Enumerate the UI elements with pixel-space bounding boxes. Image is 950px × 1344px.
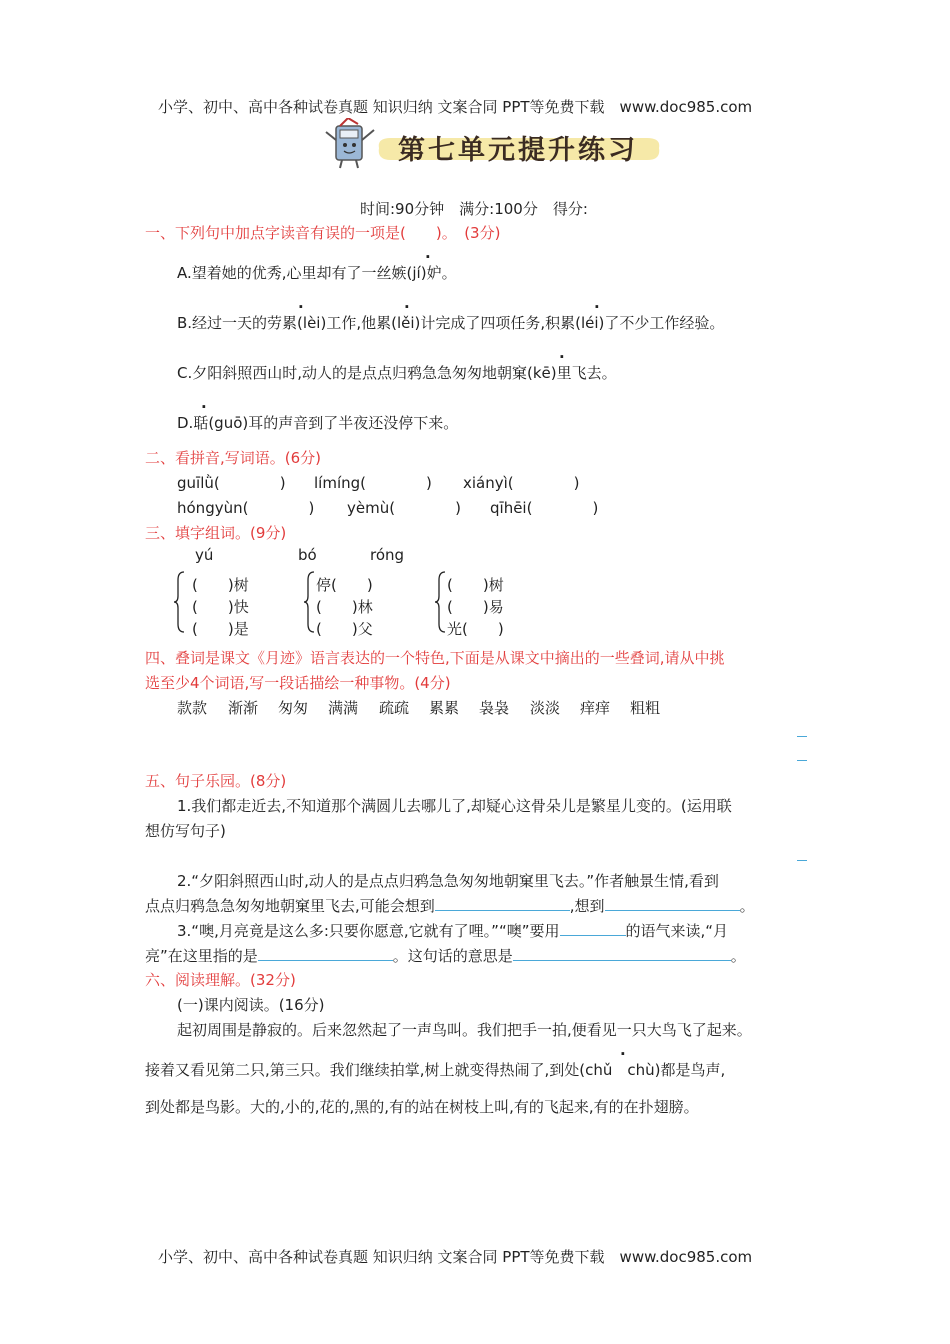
q3-blank[interactable]: ( )树: [192, 576, 249, 594]
answer-line-mark: [797, 760, 807, 761]
q3-blank[interactable]: 停( ): [316, 576, 373, 594]
q4-word: 满满: [328, 699, 359, 717]
emphasis-dot: ·: [559, 348, 565, 366]
q3-blank[interactable]: ( )树: [447, 576, 504, 594]
q6-paragraph-line1: 起初周围是静寂的。后来忽然起了一声鸟叫。我们把手一拍,便看见一只大鸟飞了起来。: [177, 1021, 752, 1039]
emphasis-dot: ·: [425, 248, 431, 266]
q5-item1-line1: 1.我们都走近去,不知道那个满圆儿去哪儿了,却疑心这骨朵儿是繁星儿变的。(运用联: [177, 797, 732, 815]
q5-blank-5[interactable]: [513, 946, 731, 961]
q3-pinyin: róng: [370, 546, 405, 564]
q5-item3-line2: [145, 945, 746, 966]
q5-item3-text-d: 。这句话的意思是: [392, 947, 513, 965]
q1-option-c: C.夕阳斜照西山时,动人的是点点归鸦急急匆匆地朝窠(kē)里飞去。: [177, 364, 617, 382]
q5-heading: 五、句子乐园。(8分): [145, 772, 287, 790]
q4-word: 粗粗: [630, 699, 661, 717]
page-header: 小学、初中、高中各种试卷真题 知识归纳 文案合同 PPT等免费下载 www.doc985.com: [158, 98, 753, 116]
brace-left-1: [174, 570, 186, 634]
q1-option-b: B.经过一天的劳累(lèi)工作,他累(lěi)计完成了四项任务,积累(léi)了不少工作经验。: [177, 314, 725, 332]
q4-heading-line1: 四、叠词是课文《月迹》语言表达的一个特色,下面是从课文中摘出的一些叠词,请从中挑: [145, 649, 725, 667]
q5-item3-line1: [177, 920, 728, 941]
q3-pinyin: yú: [195, 546, 214, 564]
q4-word: 款款: [177, 699, 208, 717]
q2-item[interactable]: límíng( ): [314, 474, 432, 492]
q1-option-d: D.聒(guō)耳的声音到了半夜还没停下来。: [177, 414, 459, 432]
q6-paragraph-line3: 到处都是鸟影。大的,小的,花的,黑的,有的站在树枝上叫,有的飞起来,有的在扑翅膀。: [145, 1098, 699, 1116]
page-title: 第七单元提升练习: [398, 135, 638, 166]
emphasis-dot: ·: [298, 298, 304, 316]
q2-item[interactable]: qīhēi( ): [490, 499, 599, 517]
answer-line-mark: [797, 736, 807, 737]
q3-heading: 三、填字组词。(9分): [145, 524, 287, 542]
brace-left-3: [435, 570, 447, 634]
q3-blank[interactable]: 光( ): [447, 620, 504, 638]
q5-item2-text-c: 。: [739, 897, 755, 915]
q3-blank[interactable]: ( )林: [316, 598, 373, 616]
exam-info: 时间:90分钟 满分:100分 得分:: [360, 200, 588, 218]
q4-word: 淡淡: [530, 699, 561, 717]
brace-left-2: [304, 570, 316, 634]
q6-sub-heading: (一)课内阅读。(16分): [177, 996, 325, 1014]
q2-item[interactable]: hóngyùn( ): [177, 499, 315, 517]
q6-paragraph-line2: 接着又看见第二只,第三只。我们继续拍掌,树上就变得热闹了,到处(chǔ chù)都是鸟声,: [145, 1061, 726, 1079]
q3-blank[interactable]: ( )快: [192, 598, 249, 616]
q3-blank[interactable]: ( )是: [192, 620, 249, 638]
q3-blank[interactable]: ( )父: [316, 620, 373, 638]
q5-blank-4[interactable]: [258, 946, 393, 961]
q1-option-a: A.望着她的优秀,心里却有了一丝嫉(jí)妒。: [177, 264, 457, 282]
q1-heading: 一、下列句中加点字读音有误的一项是( )。 (3分): [145, 224, 501, 242]
q4-word: 累累: [429, 699, 460, 717]
q2-item[interactable]: yèmù( ): [347, 499, 461, 517]
q5-item2-line1: 2.“夕阳斜照西山时,动人的是点点归鸦急急匆匆地朝窠里飞去。”作者触景生情,看到: [177, 872, 719, 890]
q5-blank-3[interactable]: [560, 921, 626, 936]
mascot-book-icon: [322, 118, 380, 170]
q5-item3-text-b: 的语气来读,“月: [625, 922, 729, 940]
q2-heading: 二、看拼音,写词语。(6分): [145, 449, 322, 467]
q4-word: 袅袅: [479, 699, 510, 717]
q4-word: 痒痒: [580, 699, 611, 717]
q2-item[interactable]: xiányì( ): [463, 474, 580, 492]
q4-word: 疏疏: [379, 699, 410, 717]
q5-blank-1[interactable]: [435, 896, 570, 911]
emphasis-dot: ·: [620, 1045, 626, 1063]
q4-word: 渐渐: [228, 699, 259, 717]
q5-item3-text-c: 亮”在这里指的是: [145, 947, 258, 965]
q2-item[interactable]: guīlǜ( ): [177, 474, 286, 492]
q5-item1-line2: 想仿写句子): [145, 822, 226, 840]
q5-item2-line2: [145, 895, 755, 916]
q5-item3-text-e: 。: [730, 947, 746, 965]
page-footer: 小学、初中、高中各种试卷真题 知识归纳 文案合同 PPT等免费下载 www.doc985.com: [158, 1248, 753, 1266]
emphasis-dot: ·: [594, 298, 600, 316]
q3-blank[interactable]: ( )易: [447, 598, 504, 616]
q3-pinyin: bó: [298, 546, 317, 564]
q6-heading: 六、阅读理解。(32分): [145, 971, 296, 989]
q5-item3-text-a: 3.“噢,月亮竟是这么多:只要你愿意,它就有了哩。”“噢”要用: [177, 922, 560, 940]
emphasis-dot: ·: [404, 298, 410, 316]
emphasis-dot: ·: [201, 398, 207, 416]
q4-word: 匆匆: [278, 699, 309, 717]
q4-heading-line2: 选至少4个词语,写一段话描绘一种事物。(4分): [145, 674, 451, 692]
q5-item2-text-b: ,想到: [569, 897, 605, 915]
q5-blank-2[interactable]: [605, 896, 740, 911]
q5-item2-text-a: 点点归鸦急急匆匆地朝窠里飞去,可能会想到: [145, 897, 435, 915]
answer-line-mark: [797, 860, 807, 861]
